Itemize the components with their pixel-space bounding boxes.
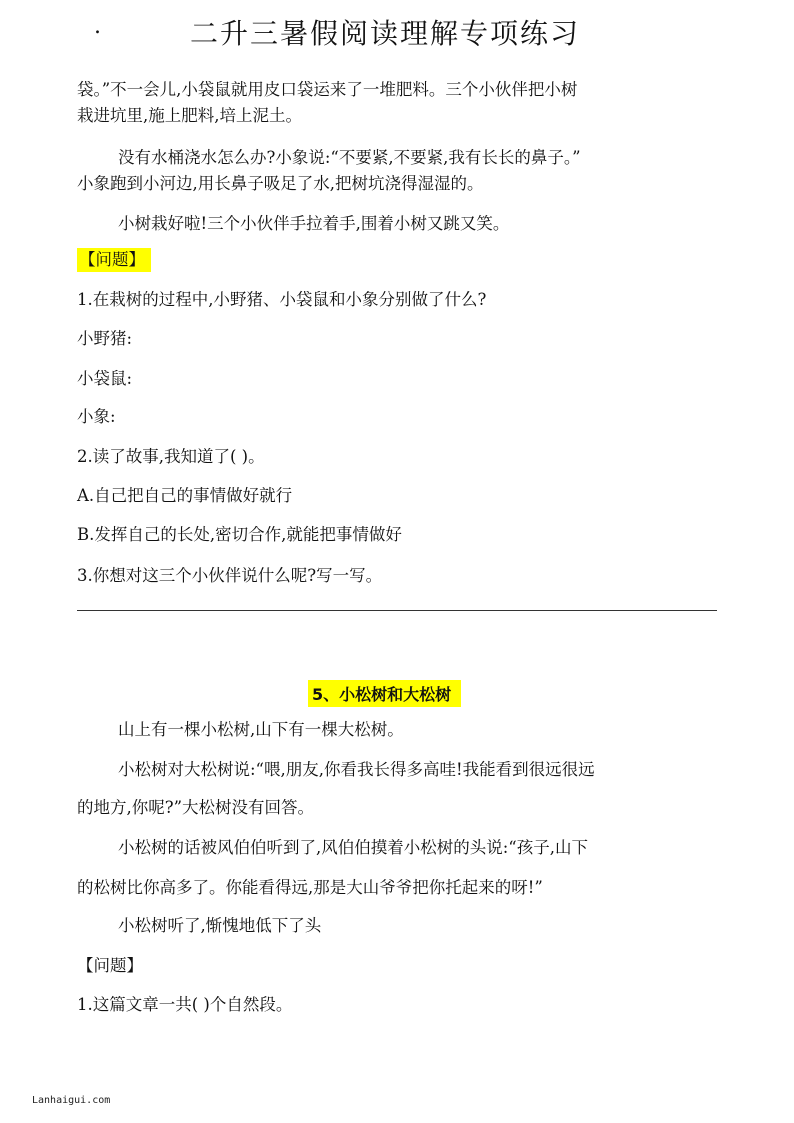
choice-option: A.自己把自己的事情做好就行 — [77, 486, 293, 505]
page-header — [0, 10, 794, 50]
story1-line: 小树栽好啦!三个小伙伴手拉着手,围着小树又跳又笑。 — [118, 214, 510, 233]
answer-label: 小象: — [77, 407, 116, 426]
story2-line: 的松树比你高多了。你能看得远,那是大山爷爷把你托起来的呀!” — [77, 878, 543, 897]
story1-line: 没有水桶浇水怎么办?小象说:“不要紧,不要紧,我有长长的鼻子。” — [118, 148, 581, 167]
question-text: 1.这篇文章一共( )个自然段。 — [77, 995, 293, 1014]
story1-line: 栽进坑里,施上肥料,培上泥土。 — [77, 106, 302, 125]
question-text: 1.在栽树的过程中,小野猪、小袋鼠和小象分别做了什么? — [77, 290, 487, 309]
story1-line: 袋。”不一会儿,小袋鼠就用皮口袋运来了一堆肥料。三个小伙伴把小树 — [77, 80, 578, 99]
header-dot: . — [94, 14, 101, 39]
question-text: 3.你想对这三个小伙伴说什么呢?写一写。 — [77, 566, 383, 585]
choice-option: B.发挥自己的长处,密切合作,就能把事情做好 — [77, 525, 402, 544]
story1-line: 小象跑到小河边,用长鼻子吸足了水,把树坑浇得湿湿的。 — [77, 174, 484, 193]
story2-line: 小松树对大松树说:“喂,朋友,你看我长得多高哇!我能看到很远很远 — [118, 760, 595, 779]
footer-site: Lanhaigui.com — [32, 1095, 111, 1106]
section-title: 5、小松树和大松树 — [308, 680, 461, 707]
story2-line: 的地方,你呢?”大松树没有回答。 — [77, 798, 315, 817]
story2-line: 小松树听了,惭愧地低下了头 — [118, 916, 322, 935]
story2-line: 山上有一棵小松树,山下有一棵大松树。 — [118, 720, 404, 739]
answer-label: 小袋鼠: — [77, 369, 133, 388]
question-text: 2.读了故事,我知道了( )。 — [77, 447, 265, 466]
story2-line: 小松树的话被风伯伯听到了,风伯伯摸着小松树的头说:“孩子,山下 — [118, 838, 588, 857]
page-title: 二升三暑假阅读理解专项练习 — [190, 17, 581, 50]
question-tag: 【问题】 — [77, 248, 151, 272]
answer-line — [77, 610, 717, 611]
answer-label: 小野猪: — [77, 329, 133, 348]
question-tag: 【问题】 — [77, 956, 143, 975]
